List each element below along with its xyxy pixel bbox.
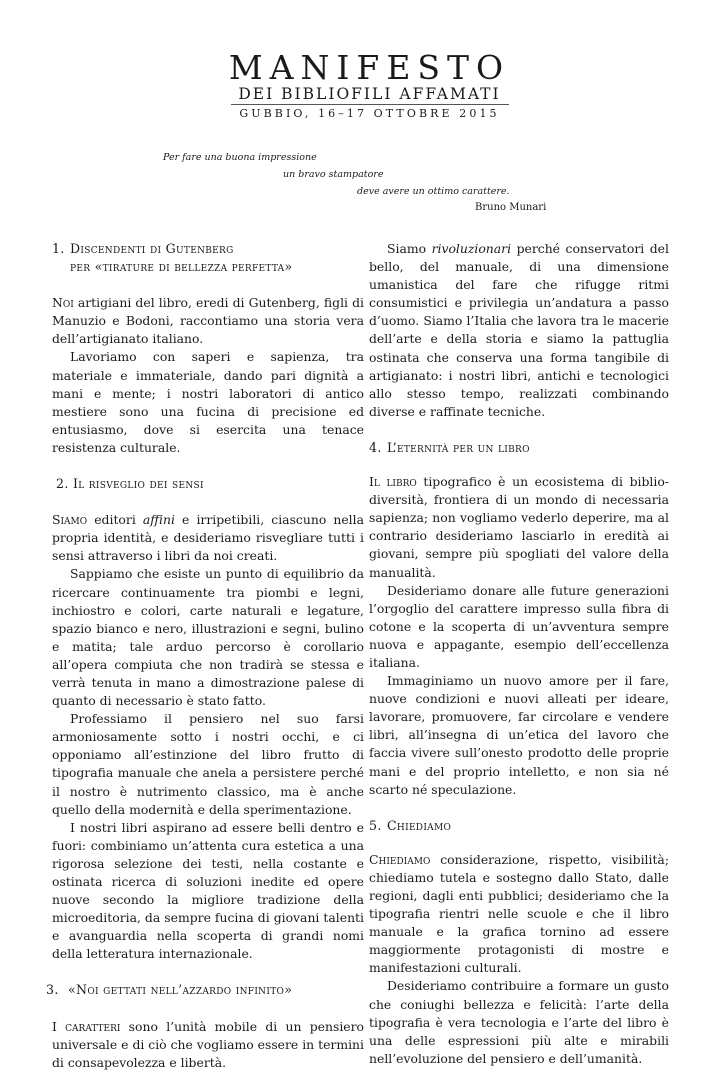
section-3-heading: 3. «Noi gettati nell’azzardo infinito» — [46, 982, 293, 998]
section-5-heading: 5. Chiediamo — [369, 817, 452, 833]
epigraph-author: Bruno Munari — [475, 202, 547, 213]
section-2-paragraph-3: Professiamo il pensiero nel suo farsi armoniosamente sotto i nostri occhi, e ci opponiamo all’estinzione del libro frutto di tipografia manuale che anela a persistere perché il nostro è nutrimento classico, ma è anche quello della modernità e della sperimentazione. — [52, 711, 364, 817]
section-1-paragraph-2: Lavoriamo con saperi e sapienza, tra materiale e immateriale, dando pari dignità a mani e mente; i nostri laboratori di antico mestiere sono una fucina di precisione ed entusiasmo, dove si esercita una tenace resistenza culturale. — [52, 349, 364, 455]
section-5-paragraph-2: Desideriamo contribuire a formare un gusto che coniughi bellezza e felicità: l’arte della tipografia è vera tecnologia e l’arte del libro è una delle espressioni più alte e mirabili nell’evoluzione del pensiero e dell’umanità. — [369, 978, 669, 1066]
section-4-paragraph-2: Desideriamo donare alle future generazioni l’orgoglio del carattere impresso sulla fibra di cotone e la scoperta di un’avventura sempre nuova e appagante, esempio dell’eccellenza italiana. — [369, 582, 669, 670]
section-2-paragraph-4: I nostri libri aspirano ad essere belli dentro e fuori: combiniamo un’attenta cura estetica a una rigorosa selezione dei testi, nella costante e ostinata ricerca di soluzioni inedite ed opere nuove secondo la migliore tradizione della microeditoria, da sempre fucina di giovani talenti e avanguardia nella scoperta di grandi nomi della letteratura internazionale. — [52, 819, 364, 962]
section-4-heading: 4. L’eternità per un libro — [369, 439, 530, 455]
epigraph-line-1: Per fare una buona impressione — [163, 152, 317, 163]
section-3-paragraph-2: Siamo rivoluzionari perché conservatori del bello, del manuale, di una dimensione umanistica del fare che rifugge ritmi consumistici e privilegia un’andatura a passo d’uomo. Siamo l’Italia che lavora tra le macerie dell’arte e della storia e siamo la pattuglia ostinata che conserva una forma tangibile di artigianato: i nostri libri, antichi e tecnologici allo stesso tempo, realizzati combinando diverse e raffinate tecniche. — [369, 241, 669, 419]
epigraph-line-3: deve avere un ottimo carattere. — [357, 186, 510, 197]
section-2-paragraph-2: Sappiamo che esiste un punto di equilibrio da ricercare continuamente tra piombi e legni, inchiostro e colori, carte naturali e legature, spazio bianco e nero, illustrazioni e segni, bulino e matita; tale arduo percorso è corollario all’opera compiuta che non tradirà se stessa e verrà tenuta in mano a dimostrazione palese di quanto di necessario è stato fatto. — [52, 566, 364, 709]
section-4-paragraph-1: Il libro tipografico è un ecosistema di biblio-diversità, frontiera di un mondo di necessaria sapienza; non vogliamo vederlo deperire, ma al contrario desideriamo lasciarlo in eredità ai giovani, sempre più spogliati del valore della manualità. — [369, 474, 669, 580]
section-1-paragraph-1: Noi artigiani del libro, eredi di Gutenberg, figli di Manuzio e Bodoni, raccontiamo una storia vera dell’artigianato italiano. — [52, 295, 364, 347]
section-2-paragraph-1: Siamo editori affini e irripetibili, ciascuno nella propria identità, e desideriamo risvegliare tutti i sensi attraverso i libri da noi creati. — [52, 512, 364, 564]
masthead — [0, 50, 725, 121]
right-column — [369, 240, 669, 1068]
document-subtitle: DEI BIBLIOFILI AFFAMATI — [238, 85, 501, 103]
section-5-paragraph-1: Chiediamo considerazione, rispetto, visibilità; chiediamo tutela e sostegno dallo Stato, dalle regioni, dagli enti pubblici; desideriamo che la tipografia rientri nelle scuole e che il libro manuale e la grafica tornino ad essere maggiormente protagonisti di mostre e manifestazioni culturali. — [369, 851, 669, 976]
section-3-paragraph-1: I caratteri sono l’unità mobile di un pensiero universale e di ciò che vogliamo essere in termini di consapevolezza e libertà. — [52, 1018, 364, 1070]
event-line: GUBBIO, 16–17 OTTOBRE 2015 — [239, 107, 500, 120]
section-1-heading: 1. Discendenti di Gutenberg — [52, 241, 234, 256]
left-column — [46, 240, 364, 1072]
section-1-heading-line-2: per «tirature di bellezza perfetta» — [70, 259, 293, 275]
epigraph-line-2: un bravo stampatore — [283, 169, 384, 180]
document-title: MANIFESTO — [228, 48, 511, 87]
section-2-heading: 2. Il risveglio dei sensi — [56, 476, 204, 492]
title-rule — [231, 104, 509, 105]
section-4-paragraph-3: Immaginiamo un nuovo amore per il fare, nuove condizioni e nuovi alleati per ideare, lavorare, promuovere, far circolare e vendere libri, all’insegna di un’etica del lavoro che faccia vivere sull’onesto prodotto delle proprie mani e del proprio intelletto, e non sia né scarto né speculazione. — [369, 673, 669, 797]
